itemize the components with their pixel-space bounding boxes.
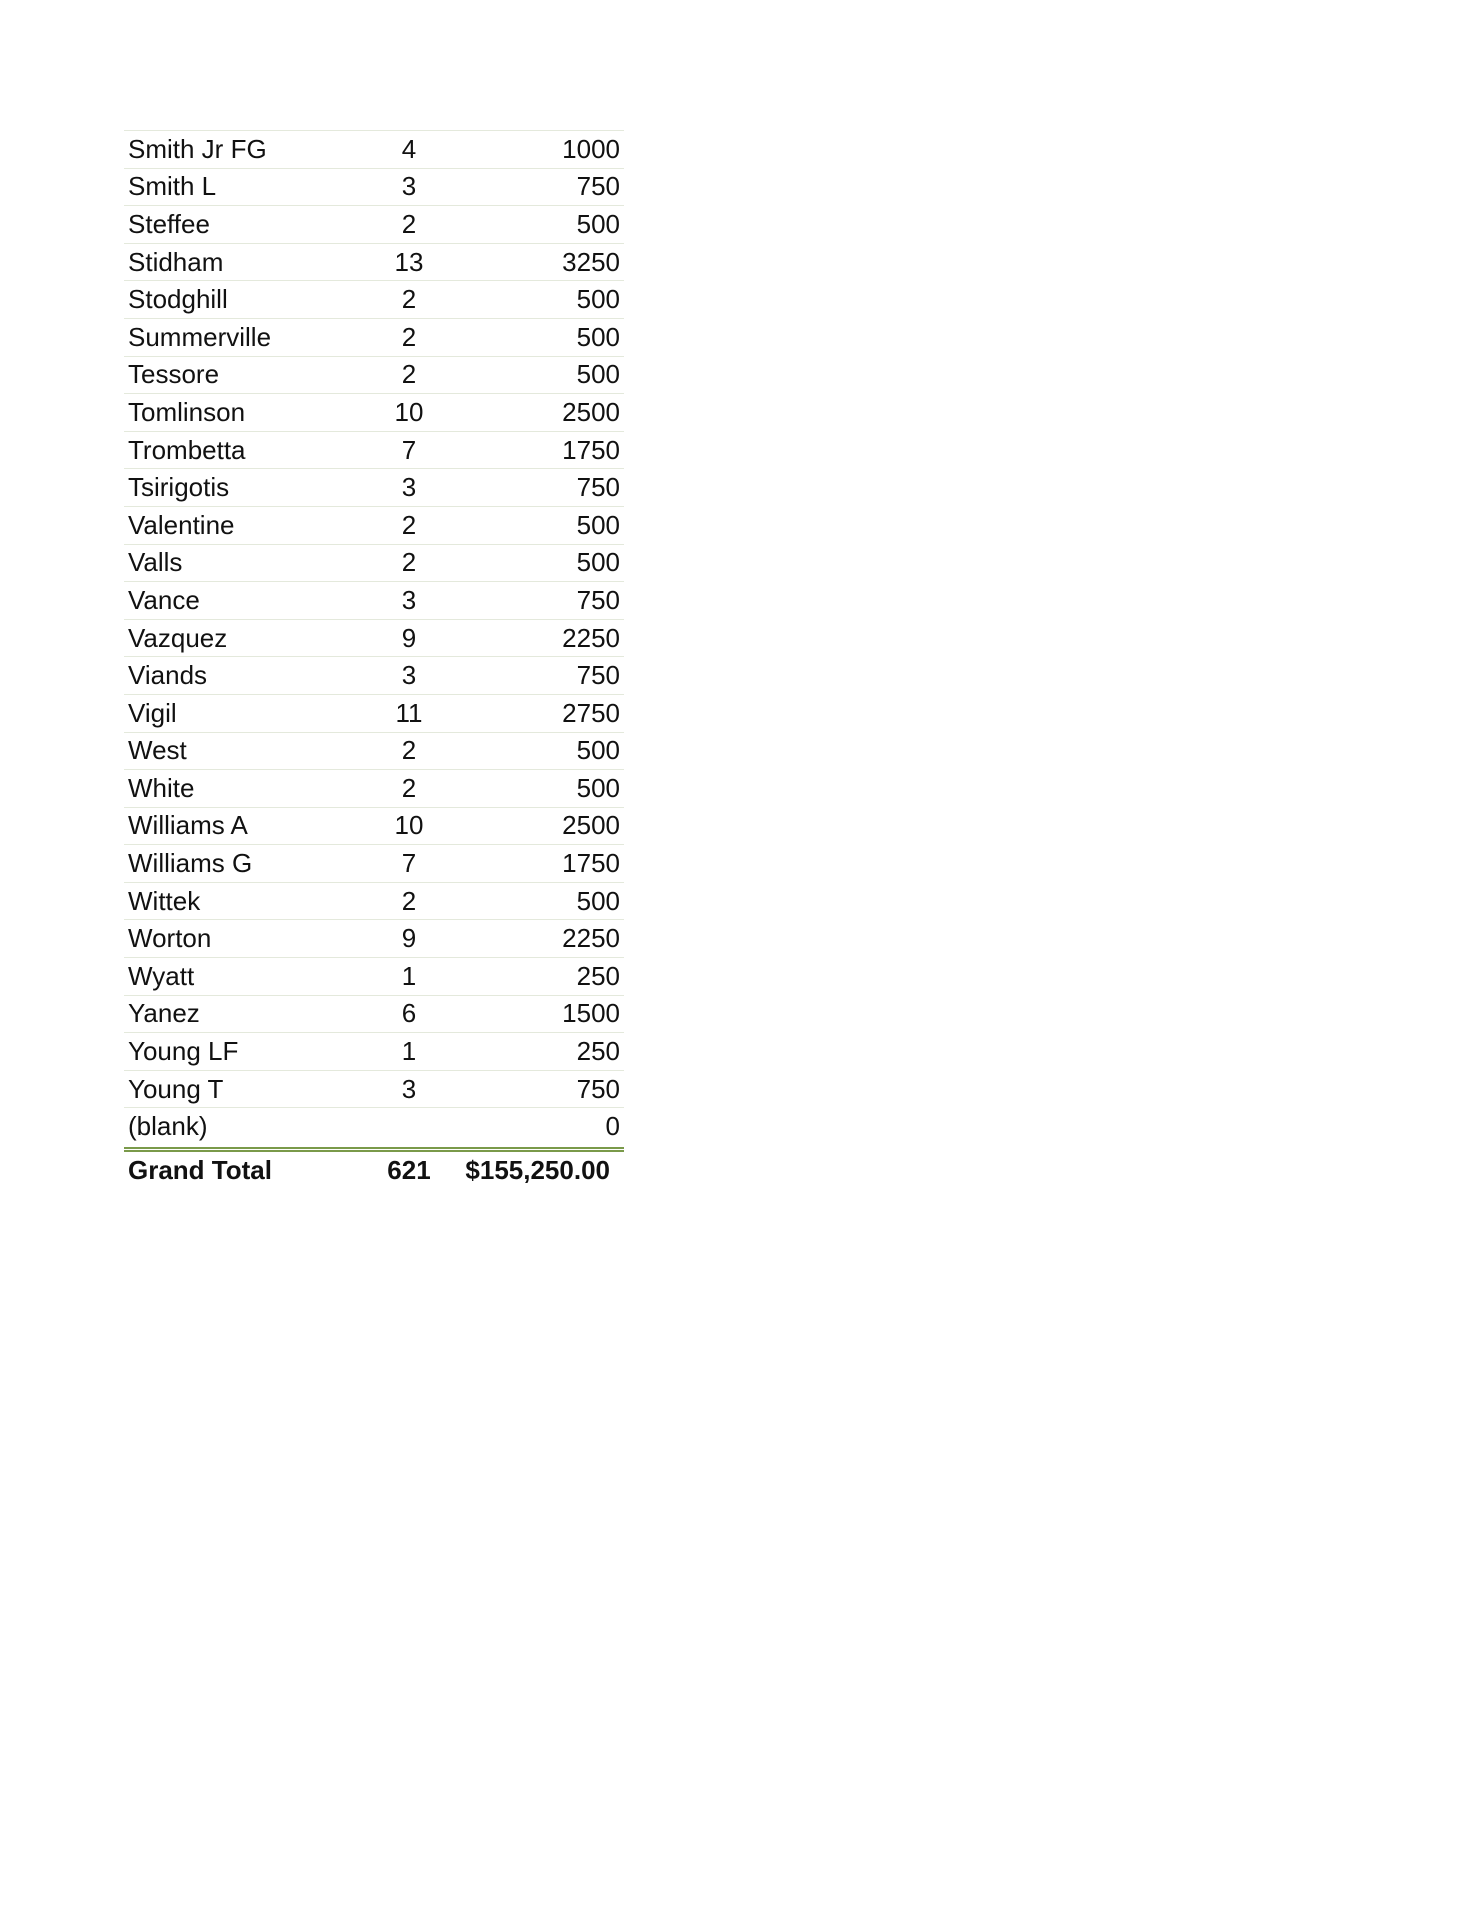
row-count: 1 bbox=[401, 1036, 417, 1067]
table-row bbox=[124, 694, 624, 732]
row-name: Young T bbox=[128, 1073, 224, 1104]
table-row bbox=[124, 168, 624, 206]
row-amount: 750 bbox=[576, 584, 620, 615]
row-count: 2 bbox=[401, 772, 417, 803]
row-name: Vigil bbox=[128, 697, 177, 728]
table-row bbox=[124, 882, 624, 920]
table-row bbox=[124, 130, 624, 168]
row-name: Viands bbox=[128, 660, 208, 691]
row-amount: 2250 bbox=[562, 923, 620, 954]
row-amount: 500 bbox=[576, 772, 620, 803]
table-row bbox=[124, 581, 624, 619]
row-name: Tomlinson bbox=[128, 396, 246, 427]
grand-total-label: Grand Total bbox=[128, 1154, 272, 1185]
row-name: Worton bbox=[128, 923, 212, 954]
table-row bbox=[124, 656, 624, 694]
row-count: 10 bbox=[394, 396, 424, 427]
grand-total-row bbox=[124, 1152, 624, 1188]
table-row bbox=[124, 243, 624, 281]
row-name: Valentine bbox=[128, 509, 235, 540]
row-amount: 500 bbox=[576, 509, 620, 540]
row-name: Wyatt bbox=[128, 960, 195, 991]
table-row bbox=[124, 1032, 624, 1070]
row-count: 2 bbox=[401, 735, 417, 766]
row-count: 2 bbox=[401, 885, 417, 916]
row-amount: 250 bbox=[576, 960, 620, 991]
row-name: Yanez bbox=[128, 998, 200, 1029]
row-count: 7 bbox=[401, 434, 417, 465]
row-name: White bbox=[128, 772, 195, 803]
row-name: Stidham bbox=[128, 246, 224, 277]
row-count: 3 bbox=[401, 584, 417, 615]
row-amount: 750 bbox=[576, 472, 620, 503]
row-count: 2 bbox=[401, 321, 417, 352]
row-count: 10 bbox=[394, 810, 424, 841]
row-amount: 0 bbox=[605, 1111, 620, 1142]
row-name: Trombetta bbox=[128, 434, 246, 465]
row-name: Williams G bbox=[128, 848, 253, 879]
grand-total-count: 621 bbox=[387, 1154, 431, 1185]
row-name: Tessore bbox=[128, 359, 220, 390]
row-count: 13 bbox=[394, 246, 424, 277]
row-count: 6 bbox=[401, 998, 417, 1029]
row-count: 1 bbox=[401, 960, 417, 991]
row-amount: 1750 bbox=[562, 848, 620, 879]
row-amount: 750 bbox=[576, 171, 620, 202]
table-row bbox=[124, 769, 624, 807]
row-amount: 3250 bbox=[562, 246, 620, 277]
row-amount: 500 bbox=[576, 885, 620, 916]
table-row bbox=[124, 468, 624, 506]
table-row bbox=[124, 995, 624, 1033]
row-count: 3 bbox=[401, 1073, 417, 1104]
table-row bbox=[124, 957, 624, 995]
table-row bbox=[124, 356, 624, 394]
table-row bbox=[124, 1107, 624, 1145]
row-name: Steffee bbox=[128, 208, 210, 239]
row-name: Vance bbox=[128, 584, 200, 615]
row-amount: 500 bbox=[576, 735, 620, 766]
row-amount: 2500 bbox=[562, 396, 620, 427]
row-amount: 2750 bbox=[562, 697, 620, 728]
row-amount: 1500 bbox=[562, 998, 620, 1029]
row-count: 3 bbox=[401, 171, 417, 202]
table-row bbox=[124, 732, 624, 770]
table-row bbox=[124, 318, 624, 356]
row-name: Smith Jr FG bbox=[128, 133, 267, 164]
row-name: Valls bbox=[128, 547, 183, 578]
table-row bbox=[124, 619, 624, 657]
row-amount: 1750 bbox=[562, 434, 620, 465]
table-row bbox=[124, 506, 624, 544]
row-count: 2 bbox=[401, 208, 417, 239]
row-amount: 750 bbox=[576, 660, 620, 691]
row-name: Summerville bbox=[128, 321, 272, 352]
row-count: 7 bbox=[401, 848, 417, 879]
pivot-table bbox=[124, 130, 624, 1188]
row-amount: 2250 bbox=[562, 622, 620, 653]
row-amount: 250 bbox=[576, 1036, 620, 1067]
row-amount: 750 bbox=[576, 1073, 620, 1104]
grand-total-amount: $155,250.00 bbox=[465, 1154, 610, 1185]
row-name: Smith L bbox=[128, 171, 217, 202]
row-name: Tsirigotis bbox=[128, 472, 230, 503]
table-row bbox=[124, 844, 624, 882]
row-name: Young LF bbox=[128, 1036, 239, 1067]
row-amount: 500 bbox=[576, 208, 620, 239]
row-count: 2 bbox=[401, 509, 417, 540]
row-count: 3 bbox=[401, 660, 417, 691]
row-name: Wittek bbox=[128, 885, 201, 916]
table-row bbox=[124, 807, 624, 845]
table-row bbox=[124, 205, 624, 243]
table-row bbox=[124, 1070, 624, 1108]
row-name: (blank) bbox=[128, 1111, 208, 1142]
row-name: Williams A bbox=[128, 810, 248, 841]
table-row bbox=[124, 431, 624, 469]
table-body bbox=[124, 130, 624, 1145]
row-amount: 500 bbox=[576, 547, 620, 578]
table-row bbox=[124, 919, 624, 957]
row-amount: 500 bbox=[576, 284, 620, 315]
row-count: 2 bbox=[401, 359, 417, 390]
row-name: West bbox=[128, 735, 187, 766]
row-count: 3 bbox=[401, 472, 417, 503]
table-row bbox=[124, 280, 624, 318]
row-amount: 500 bbox=[576, 321, 620, 352]
row-name: Vazquez bbox=[128, 622, 228, 653]
table-row bbox=[124, 544, 624, 582]
row-name: Stodghill bbox=[128, 284, 228, 315]
row-amount: 2500 bbox=[562, 810, 620, 841]
row-count: 11 bbox=[395, 697, 423, 728]
row-count: 9 bbox=[401, 622, 417, 653]
row-count: 2 bbox=[401, 547, 417, 578]
row-amount: 500 bbox=[576, 359, 620, 390]
row-count: 4 bbox=[401, 133, 417, 164]
table-row bbox=[124, 393, 624, 431]
row-count: 2 bbox=[401, 284, 417, 315]
row-amount: 1000 bbox=[562, 133, 620, 164]
row-count: 9 bbox=[401, 923, 417, 954]
